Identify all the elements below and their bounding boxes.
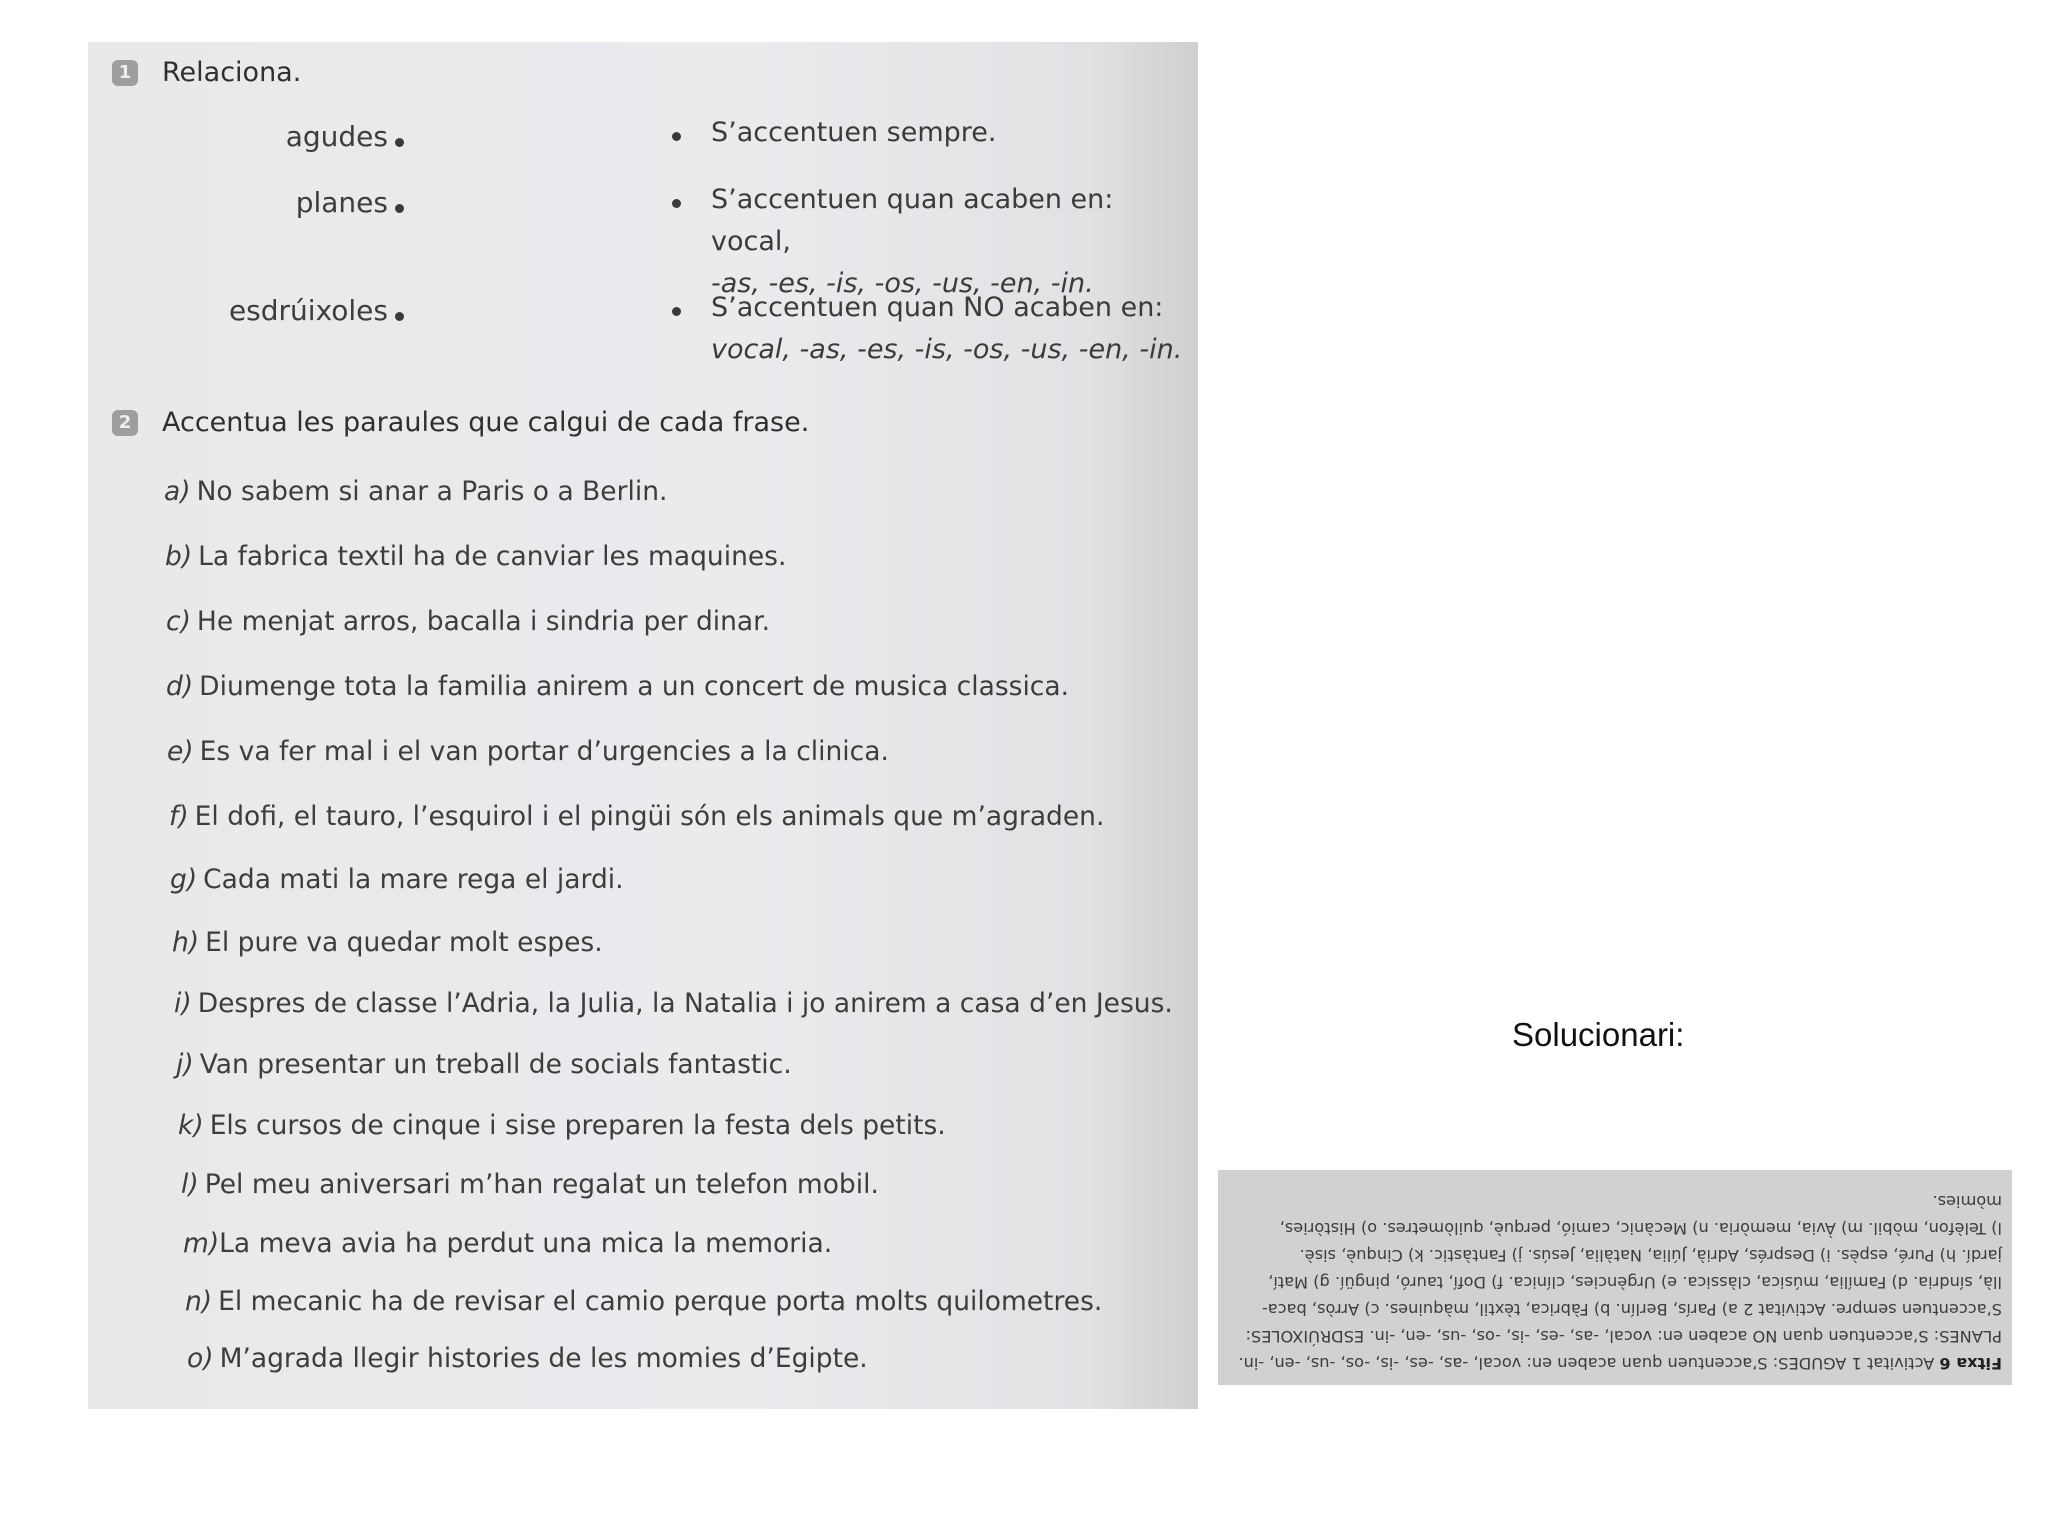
sentence-letter: h) (172, 927, 200, 958)
sentence-text: Despres de classe l’Adria, la Julia, la Natalia i jo anirem a casa d’en Jesus. (197, 988, 1173, 1019)
sentence-k (178, 1110, 946, 1141)
sentence-f (169, 801, 1104, 832)
sentence-letter: n) (185, 1286, 213, 1317)
sentence-d (166, 671, 1069, 702)
solution-header: Fitxa 6 (1939, 1354, 2002, 1373)
match-dot (672, 132, 681, 141)
exercise-2-title: Accentua les paraules que calgui de cada frase. (162, 407, 810, 438)
exercise-1-title: Relaciona. (162, 57, 302, 88)
sentence-text: Van presentar un treball de socials fantastic. (199, 1049, 792, 1080)
solution-line: jardí. h) Puré, espès. i) Després, Adrià, Júlia, Natàlia, Jesús. j) Fantàstic. k) Cinquè, sisè. (1299, 1246, 2002, 1265)
solutions-text-rotated (1218, 1170, 2012, 1385)
sentence-g (170, 864, 624, 895)
sentence-h (172, 927, 603, 958)
sentence-letter: k) (178, 1110, 204, 1141)
sentence-text: El mecanic ha de revisar el camio perque porta molts quilometres. (218, 1286, 1103, 1317)
sentence-e (167, 736, 889, 767)
sentence-letter: j) (176, 1049, 194, 1080)
sentence-text: La fabrica textil ha de canviar les maquines. (198, 541, 787, 572)
sentence-text: No sabem si anar a Paris o a Berlin. (196, 476, 668, 507)
sentence-letter: f) (169, 801, 189, 832)
sentence-letter: b) (165, 541, 193, 572)
term-label: planes (295, 186, 388, 219)
solution-line: PLANES: S’accentuen quan NO acaben en: vocal, -as, -es, -is, -os, -us, -en, -in. ESDRÚIXOLES: (1245, 1327, 2002, 1346)
match-dot (395, 204, 404, 213)
sentence-letter: a) (164, 476, 191, 507)
solution-line: l) Telèfon, mòbil. m) Àvia, memòria. n) Mecànic, camió, perquè, quilòmetres. o) Històries, (1279, 1219, 2002, 1238)
rule-line: S’accentuen quan acaben en: vocal, (711, 184, 1114, 257)
sentence-letter: l) (181, 1169, 199, 1200)
sentence-text: Diumenge tota la familia anirem a un concert de musica classica. (199, 671, 1070, 702)
sentence-c (166, 606, 770, 637)
sentence-letter: m) (183, 1228, 220, 1259)
sentence-letter: c) (166, 606, 191, 637)
sentence-text: El dofi, el tauro, l’esquirol i el pingüi són els animals que m’agraden. (194, 801, 1105, 832)
sentence-letter: o) (187, 1343, 214, 1374)
term-label: agudes (285, 120, 388, 153)
sentence-letter: i) (174, 988, 192, 1019)
rule-line: S’accentuen quan NO acaben en: (711, 292, 1164, 323)
sentence-m (183, 1228, 832, 1259)
exercise-2-header (112, 407, 809, 438)
rule-1 (711, 112, 1198, 154)
solution-line: Fitxa 6 Activitat 1 AGUDES: S’accentuen quan acaben en: vocal, -as, -es, -is, -os, -us, -en, -in. (1238, 1354, 2002, 1373)
rule-3 (711, 287, 1198, 371)
term-planes (88, 186, 418, 226)
sentence-i (174, 988, 1173, 1019)
exercise-1-header (112, 57, 301, 88)
solution-line: S’accentuen sempre. Activitat 2 a) París, Berlín. b) Fàbrica, tèxtil, màquines. c) Arròs, baca- (1261, 1300, 2002, 1319)
solutions-strip (1218, 1170, 2012, 1385)
sentence-text: El pure va quedar molt espes. (205, 927, 603, 958)
solution-line: mòmies. (1932, 1192, 2002, 1211)
sentence-l (181, 1169, 879, 1200)
sentence-text: La meva avia ha perdut una mica la memoria. (219, 1228, 833, 1259)
match-dot (672, 307, 681, 316)
sentence-text: M’agrada llegir histories de les momies d’Egipte. (219, 1343, 868, 1374)
solutions-title: Solucionari: (1512, 1016, 1685, 1053)
sentence-letter: d) (166, 671, 194, 702)
solution-line: llà, síndria. d) Família, música, clàssica. e) Urgències, clínica. f) Dofí, tauró, pingüí. g) Matí, (1268, 1273, 2002, 1292)
term-agudes (88, 120, 418, 160)
sentence-letter: g) (170, 864, 198, 895)
term-esdruixoles (88, 294, 418, 334)
rule-line: vocal, -as, -es, -is, -os, -us, -en, -in. (711, 334, 1183, 365)
sentence-n (185, 1286, 1102, 1317)
worksheet-page (88, 42, 1198, 1409)
rule-line: -as, -es, -is, -os, -us, -en, -in. (711, 268, 1094, 299)
match-dot (672, 199, 681, 208)
sentence-o (187, 1343, 868, 1374)
term-label: esdrúixoles (228, 294, 388, 327)
sentence-letter: e) (167, 736, 194, 767)
sentence-text: Pel meu aniversari m’han regalat un telefon mobil. (204, 1169, 879, 1200)
sentence-text: Els cursos de cinque i sise preparen la festa dels petits. (209, 1110, 946, 1141)
sentence-text: Cada mati la mare rega el jardi. (203, 864, 624, 895)
match-dot (395, 138, 404, 147)
sentence-text: He menjat arros, bacalla i sindria per dinar. (196, 606, 771, 637)
sentence-a (164, 476, 667, 507)
exercise-1-number: 1 (112, 60, 138, 86)
sentence-text: Es va fer mal i el van portar d’urgencies a la clinica. (199, 736, 889, 767)
match-dot (395, 312, 404, 321)
sentence-j (176, 1049, 792, 1080)
exercise-2-number: 2 (112, 410, 138, 436)
sentence-b (165, 541, 786, 572)
rule-line: S’accentuen sempre. (711, 117, 997, 148)
